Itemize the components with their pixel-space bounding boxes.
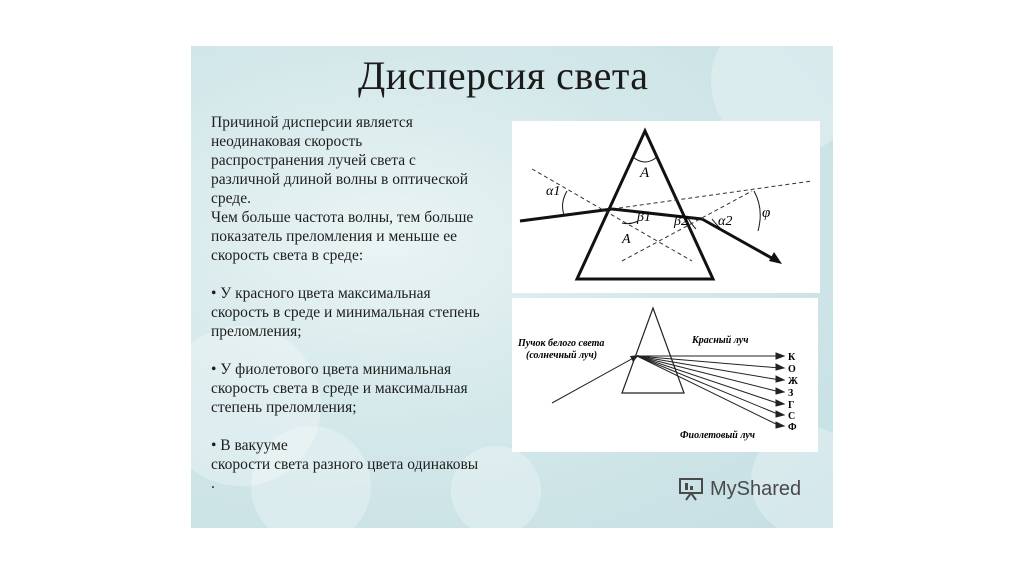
presentation-icon [678,477,704,501]
spectrum-rays [637,353,784,428]
white-light-dispersion-figure [512,298,818,452]
paragraph [211,341,516,360]
label-beta1: β1 [637,210,651,225]
color-letters [788,352,798,433]
label-beta2: β2 [674,214,688,229]
label-A-inner: A [622,232,631,247]
color-letter: К [788,352,796,363]
arrowhead [769,252,782,264]
violet-ray-label: Фиолетовый луч [680,430,756,441]
paragraph: Чем больше частота волны, тем больше показатель преломления и меньше ее скорость света в среде: [211,209,474,264]
body-text [211,113,516,493]
red-ray-label: Красный луч [692,335,749,346]
angle-arc [563,191,567,215]
label-alpha1: α1 [546,184,561,199]
refracted-ray [612,209,702,219]
watermark-text: MyShared [710,477,802,500]
incident-ray [520,209,612,221]
paragraph: • У фиолетового цвета минимальная скорость света в среде и максимальная степень преломления; [211,361,468,416]
color-letter: О [788,364,796,375]
source-label-1: Пучок белого света [518,338,605,349]
color-letter: Г [788,400,795,411]
incident-extension [612,181,812,209]
dispersion-diagram [512,298,818,452]
prism-refraction-figure [512,121,820,293]
prism-triangle [577,131,713,279]
apex-angle-arc [633,157,657,162]
paragraph [211,417,516,436]
angle-arc [754,191,760,231]
source-label-2: (солнечный луч) [526,350,598,361]
prism-refraction-diagram [512,121,820,293]
label-phi: φ [762,205,771,221]
label-A-top: A [640,165,650,181]
small-prism [622,308,684,393]
white-light-ray [552,356,637,403]
color-letter: С [788,411,796,422]
color-letter: Ж [788,376,798,387]
slide [191,46,833,528]
color-letter: З [788,388,794,399]
watermark [678,477,801,501]
emergent-ray [702,219,777,261]
label-alpha2: α2 [718,214,733,229]
paragraph [211,265,516,284]
paragraph: • В вакууме скорости света разного цвета одинаковы . [211,437,479,492]
paragraph: • У красного цвета максимальная скорость в среде и минимальная степень преломления; [211,285,480,340]
slide-title: Дисперсия света [358,53,649,98]
paragraph: Причиной дисперсии является неодинаковая скорость распространения лучей света с различной длиной волны в оптической среде. [211,114,469,207]
color-letter: Ф [788,422,797,433]
